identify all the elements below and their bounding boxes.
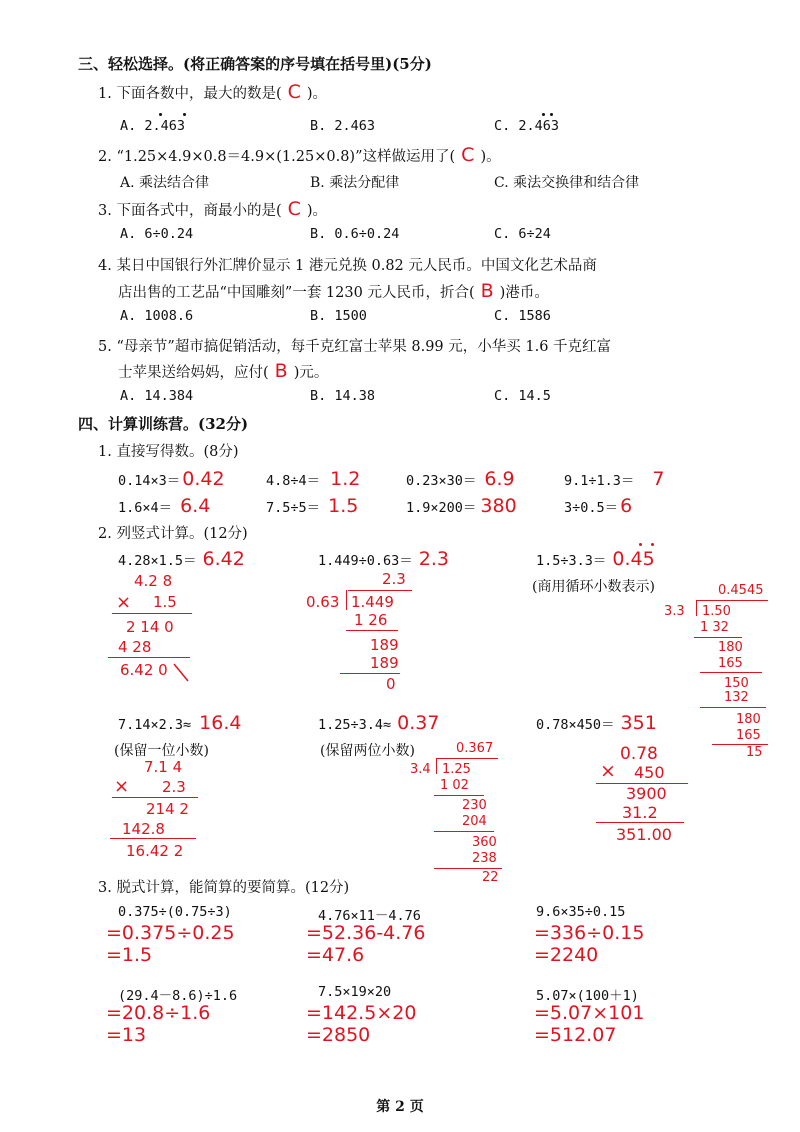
q3-text-b: )。 bbox=[306, 203, 328, 219]
stepwise-step: =336÷0.15 bbox=[534, 922, 645, 944]
work-line: 22 bbox=[482, 870, 499, 885]
vertical-calc-answer: 0.37 bbox=[397, 712, 440, 734]
rule-line bbox=[340, 673, 400, 674]
oral-calc-item bbox=[406, 468, 515, 490]
vertical-calc-2 bbox=[318, 548, 449, 570]
oral-calc-expr: 9.1÷1.3＝ bbox=[564, 473, 635, 489]
q5-text-a: 士苹果送给妈妈，应付( bbox=[118, 365, 269, 381]
work-line: 0 bbox=[386, 675, 396, 693]
stepwise-step: =52.36-4.76 bbox=[306, 922, 426, 944]
work-line: 0.367 bbox=[456, 741, 494, 756]
work-line: 0.63 bbox=[306, 593, 340, 611]
oral-calc-answer: 1.5 bbox=[328, 495, 359, 517]
q2-text-b: )。 bbox=[480, 149, 501, 165]
work-line: 1 32 bbox=[700, 620, 729, 635]
rule-line bbox=[434, 831, 494, 832]
rule-line bbox=[434, 795, 484, 796]
work-line: 4.2 8 bbox=[134, 572, 173, 590]
rule-line bbox=[436, 758, 498, 759]
section4-title: 四、计算训练营。(32分) bbox=[78, 415, 249, 433]
times-sign: × bbox=[600, 760, 616, 782]
times-sign: × bbox=[114, 776, 130, 797]
strike-mark bbox=[170, 661, 190, 683]
work-line: 1.449 bbox=[351, 593, 394, 611]
division-bracket bbox=[696, 600, 697, 616]
q2-option-c: C. 乘法交换律和结合律 bbox=[494, 175, 640, 191]
work-line: 351.00 bbox=[616, 825, 672, 844]
q4-line1: 4. 某日中国银行外汇牌价显示 1 港元兑换 0.82 元人民币。中国文化艺术品商 bbox=[98, 258, 597, 274]
vertical-calc-note: (保留一位小数) bbox=[114, 743, 209, 759]
vertical-calc-5 bbox=[318, 712, 439, 734]
rule-line bbox=[110, 838, 196, 839]
stepwise-step: =2240 bbox=[534, 944, 599, 966]
oral-calc-answer: 6.9 bbox=[484, 468, 515, 490]
work-line: 16.42 2 bbox=[126, 842, 184, 860]
oral-calc-answer: 6 bbox=[620, 495, 633, 517]
oral-calc-answer: 6.4 bbox=[180, 495, 211, 517]
q5-text-b: )元。 bbox=[293, 365, 329, 381]
q4-text-b: )港币。 bbox=[499, 285, 549, 301]
stepwise-step: =20.8÷1.6 bbox=[106, 1002, 211, 1024]
q5-answer: B bbox=[274, 360, 288, 382]
q4-line2 bbox=[118, 280, 549, 302]
q5-option-c: C. 14.5 bbox=[494, 388, 551, 404]
stepwise-expr: 4.76×11－4.76 bbox=[318, 908, 421, 924]
vertical-calc-note: (保留两位小数) bbox=[320, 743, 415, 759]
work-line: 2 14 0 bbox=[126, 618, 174, 636]
q2-option-b: B. 乘法分配律 bbox=[310, 175, 400, 191]
work-line: 360 bbox=[472, 835, 497, 850]
q4-option-b: B. 1500 bbox=[310, 308, 367, 324]
work-line: 150 bbox=[724, 676, 749, 691]
q3-answer: C bbox=[287, 198, 301, 220]
repeat-dot bbox=[183, 113, 186, 116]
work-line: 1.25 bbox=[442, 762, 471, 777]
vertical-calc-expr: 1.449÷0.63＝ bbox=[318, 553, 413, 569]
work-line: 1.50 bbox=[702, 604, 731, 619]
rule-line bbox=[108, 657, 190, 658]
work-line: 3.3 bbox=[664, 604, 685, 619]
part1-title: 1. 直接写得数。(8分) bbox=[98, 444, 239, 460]
stepwise-expr: 0.375÷(0.75÷3) bbox=[118, 904, 232, 920]
q4-option-c: C. 1586 bbox=[494, 308, 551, 324]
stepwise-step: =142.5×20 bbox=[306, 1002, 417, 1024]
repeat-dot bbox=[550, 113, 553, 116]
work-line: 204 bbox=[462, 814, 487, 829]
q2-option-a: A. 乘法结合律 bbox=[120, 175, 210, 191]
vertical-calc-4 bbox=[118, 712, 241, 734]
vertical-calc-expr: 7.14×2.3≈ bbox=[118, 717, 192, 733]
q2-text-a: 2. “1.25×4.9×0.8＝4.9×(1.25×0.8)”这样做运用了( bbox=[98, 149, 456, 165]
rule-line bbox=[696, 600, 768, 601]
work-line: 189 bbox=[370, 654, 399, 672]
oral-calc-item bbox=[266, 468, 360, 490]
repeat-dot bbox=[542, 113, 545, 116]
work-line: 230 bbox=[462, 798, 487, 813]
vertical-calc-answer: 16.4 bbox=[199, 712, 242, 734]
q3-option-c: C. 6÷24 bbox=[494, 226, 551, 242]
stepwise-expr: (29.4－8.6)÷1.6 bbox=[118, 988, 238, 1004]
q5-option-b: B. 14.38 bbox=[310, 388, 376, 404]
work-line: 1 26 bbox=[354, 611, 388, 629]
stepwise-expr: 5.07×(100＋1) bbox=[536, 988, 639, 1004]
stepwise-step: =13 bbox=[106, 1024, 147, 1046]
times-sign: × bbox=[116, 592, 132, 613]
vertical-calc-note: (商用循环小数表示) bbox=[532, 579, 655, 595]
work-line: 165 bbox=[718, 656, 743, 671]
work-line: 214 2 bbox=[146, 800, 189, 818]
vertical-calc-expr: 4.28×1.5＝ bbox=[118, 553, 197, 569]
q1-text-b: )。 bbox=[306, 86, 328, 102]
vertical-calc-1 bbox=[118, 548, 245, 570]
rule-line bbox=[596, 822, 684, 823]
vertical-calc-expr: 0.78×450＝ bbox=[536, 717, 615, 733]
strike-mark bbox=[170, 661, 188, 681]
oral-calc-item bbox=[564, 495, 632, 517]
rule-line bbox=[434, 868, 502, 869]
q4-option-a: A. 1008.6 bbox=[120, 308, 194, 324]
rule-line bbox=[694, 637, 742, 638]
q2-stem bbox=[98, 144, 501, 166]
vertical-calc-answer: 0.45 bbox=[612, 548, 655, 570]
work-line: 2.3 bbox=[162, 778, 186, 796]
rule-line bbox=[348, 590, 412, 591]
q1-option-a: A. 2.463 bbox=[120, 118, 186, 134]
q2-answer: C bbox=[461, 144, 475, 166]
q1-text-a: 1. 下面各数中，最大的数是( bbox=[98, 86, 282, 102]
oral-calc-item bbox=[118, 468, 225, 490]
vertical-calc-3 bbox=[536, 548, 655, 570]
rule-line bbox=[700, 707, 766, 708]
oral-calc-answer: 1.2 bbox=[330, 468, 361, 490]
q3-text-a: 3. 下面各式中，商最小的是( bbox=[98, 203, 282, 219]
vertical-calc-answer: 351 bbox=[620, 712, 657, 734]
work-line: 142.8 bbox=[122, 820, 165, 838]
work-line: 0.4545 bbox=[718, 583, 764, 598]
stepwise-step: =0.375÷0.25 bbox=[106, 922, 235, 944]
section3-title: 三、轻松选择。(将正确答案的序号填在括号里)(5分) bbox=[78, 55, 432, 73]
oral-calc-expr: 1.9×200＝ bbox=[406, 500, 477, 516]
work-line: 2.3 bbox=[382, 570, 406, 588]
oral-calc-expr: 0.14×3＝ bbox=[118, 473, 181, 489]
work-line: 180 bbox=[736, 712, 761, 727]
q4-answer: B bbox=[480, 280, 494, 302]
stepwise-step: =512.07 bbox=[534, 1024, 617, 1046]
work-line: 450 bbox=[634, 763, 665, 782]
rule-line bbox=[112, 797, 198, 798]
oral-calc-answer: 7 bbox=[652, 468, 665, 490]
q5-option-a: A. 14.384 bbox=[120, 388, 194, 404]
work-line: 165 bbox=[736, 728, 761, 743]
oral-calc-expr: 3÷0.5＝ bbox=[564, 500, 619, 516]
q4-text-a: 店出售的工艺品“中国雕刻”一套 1230 元人民币，折合( bbox=[118, 285, 475, 301]
work-line: 1 02 bbox=[440, 778, 469, 793]
q1-stem bbox=[98, 81, 327, 103]
q3-option-a: A. 6÷0.24 bbox=[120, 226, 194, 242]
vertical-calc-answer: 2.3 bbox=[418, 548, 449, 570]
work-line: 180 bbox=[718, 640, 743, 655]
oral-calc-answer: 380 bbox=[480, 495, 517, 517]
work-line: 6.42 0 bbox=[120, 661, 168, 679]
oral-calc-item bbox=[266, 495, 358, 517]
oral-calc-expr: 7.5÷5＝ bbox=[266, 500, 321, 516]
part3-title: 3. 脱式计算，能简算的要简算。(12分) bbox=[98, 880, 350, 896]
part2-title: 2. 列竖式计算。(12分) bbox=[98, 526, 248, 542]
work-line: 3900 bbox=[626, 784, 667, 803]
q5-line2 bbox=[118, 360, 328, 382]
stepwise-step: =1.5 bbox=[106, 944, 153, 966]
q1-option-c: C. 2.463 bbox=[494, 118, 560, 134]
work-line: 31.2 bbox=[622, 803, 658, 822]
rule-line bbox=[112, 613, 192, 614]
work-line: 132 bbox=[724, 690, 749, 705]
q3-option-b: B. 0.6÷0.24 bbox=[310, 226, 400, 242]
vertical-calc-expr: 1.25÷3.4≈ bbox=[318, 717, 392, 733]
work-line: 238 bbox=[472, 851, 497, 866]
work-line: 15 bbox=[746, 745, 763, 760]
oral-calc-item bbox=[406, 495, 517, 517]
repeat-dot bbox=[159, 113, 162, 116]
oral-calc-item bbox=[564, 468, 665, 490]
oral-calc-answer: 0.42 bbox=[182, 468, 225, 490]
division-bracket bbox=[346, 590, 347, 610]
rule-line bbox=[700, 672, 762, 673]
q1-option-b: B. 2.463 bbox=[310, 118, 376, 134]
oral-calc-expr: 1.6×4＝ bbox=[118, 500, 173, 516]
vertical-calc-answer: 6.42 bbox=[202, 548, 245, 570]
oral-calc-expr: 4.8÷4＝ bbox=[266, 473, 321, 489]
work-line: 7.1 4 bbox=[144, 758, 183, 776]
vertical-calc-expr: 1.5÷3.3＝ bbox=[536, 553, 607, 569]
oral-calc-item bbox=[118, 495, 210, 517]
vertical-calc-6 bbox=[536, 712, 657, 734]
stepwise-step: =5.07×101 bbox=[534, 1002, 645, 1024]
stepwise-expr: 7.5×19×20 bbox=[318, 984, 392, 1000]
work-line: 0.78 bbox=[620, 744, 658, 764]
rule-line bbox=[346, 630, 398, 631]
work-line: 1.5 bbox=[153, 593, 177, 611]
stepwise-expr: 9.6×35÷0.15 bbox=[536, 904, 626, 920]
division-bracket bbox=[436, 758, 437, 774]
repeat-dot bbox=[639, 543, 642, 546]
repeat-dot bbox=[651, 543, 654, 546]
work-line: 4 28 bbox=[118, 638, 152, 656]
q1-answer: C bbox=[287, 81, 301, 103]
page-number: 第 2 页 bbox=[376, 1099, 424, 1115]
stepwise-step: =2850 bbox=[306, 1024, 371, 1046]
work-line: 3.4 bbox=[410, 762, 431, 777]
stepwise-step: =47.6 bbox=[306, 944, 365, 966]
q5-line1: 5. “母亲节”超市搞促销活动，每千克红富士苹果 8.99 元，小华买 1.6 千克红富 bbox=[98, 339, 612, 355]
q3-stem bbox=[98, 198, 327, 220]
oral-calc-expr: 0.23×30＝ bbox=[406, 473, 477, 489]
work-line: 189 bbox=[370, 636, 399, 654]
